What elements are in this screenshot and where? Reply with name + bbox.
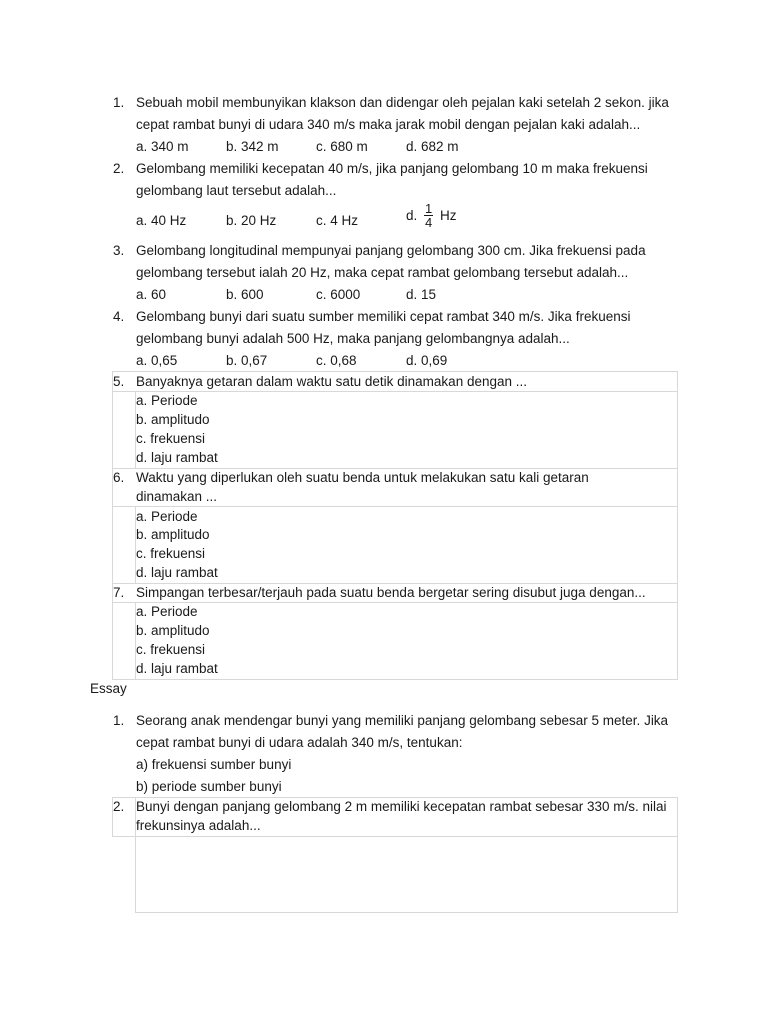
answer-option: d. 0,69	[406, 353, 448, 368]
question-text: cepat rambat bunyi di udara 340 m/s maka jarak mobil dengan pejalan kaki adalah...	[136, 117, 641, 132]
question-text: Banyaknya getaran dalam waktu satu detik dinamakan dengan ...	[136, 374, 527, 389]
fraction-unit: Hz	[440, 208, 457, 223]
answer-box[interactable]	[135, 836, 678, 913]
question-text: gelombang tersebut ialah 20 Hz, maka cepat rambat gelombang tersebut adalah...	[136, 265, 629, 280]
table-row-line	[112, 602, 678, 603]
answer-option: c. 6000	[316, 287, 361, 302]
answer-option: a. 60	[136, 287, 167, 302]
question-text: Sebuah mobil membunyikan klakson dan didengar oleh pejalan kaki setelah 2 sekon. jika	[136, 95, 669, 110]
answer-option: b. amplitudo	[136, 527, 210, 542]
fraction-numerator: 1	[425, 201, 433, 216]
essay-text: Bunyi dengan panjang gelombang 2 m memiliki kecepatan rambat sebesar 330 m/s. nilai	[136, 799, 667, 814]
question-text: Gelombang bunyi dari suatu sumber memiliki cepat rambat 340 m/s. Jika frekuensi	[136, 309, 631, 324]
answer-option: b. 0,67	[226, 353, 268, 368]
answer-option: a. Periode	[136, 604, 198, 619]
table-row-line	[112, 391, 678, 392]
table-row-line	[112, 506, 678, 507]
question-number: 5.	[113, 374, 125, 389]
answer-option: a. 340 m	[136, 139, 189, 154]
answer-option: b. amplitudo	[136, 623, 210, 638]
answer-option: c. frekuensi	[136, 431, 206, 446]
answer-option: c. 0,68	[316, 353, 357, 368]
answer-option: a. 0,65	[136, 353, 178, 368]
answer-option: d. laju rambat	[136, 565, 218, 580]
question-text: gelombang laut tersebut adalah...	[136, 183, 337, 198]
question-text: Gelombang longitudinal mempunyai panjang gelombang 300 cm. Jika frekuensi pada	[136, 243, 646, 258]
question-text: gelombang bunyi adalah 500 Hz, maka panjang gelombangnya adalah...	[136, 331, 570, 346]
answer-option: c. 680 m	[316, 139, 368, 154]
question-number: 3.	[113, 243, 125, 258]
answer-option: c. 4 Hz	[316, 213, 359, 228]
question-number: 7.	[113, 585, 125, 600]
answer-option: c. frekuensi	[136, 546, 206, 561]
essay-number: 1.	[113, 713, 125, 728]
fraction-denominator: 4	[425, 215, 433, 230]
essay-text: cepat rambat bunyi di udara adalah 340 m/s, tentukan:	[136, 735, 463, 750]
answer-option: c. frekuensi	[136, 642, 206, 657]
table-row-line	[112, 468, 678, 469]
question-text: Gelombang memiliki kecepatan 40 m/s, jika panjang gelombang 10 m maka frekuensi	[136, 161, 648, 176]
option-label: d.	[406, 208, 418, 223]
answer-option-fraction	[406, 202, 457, 229]
essay-text: a) frekuensi sumber bunyi	[136, 757, 292, 772]
answer-option: b. 342 m	[226, 139, 279, 154]
answer-option: d. laju rambat	[136, 450, 218, 465]
answer-option: a. 40 Hz	[136, 213, 187, 228]
question-text: Waktu yang diperlukan oleh suatu benda untuk melakukan satu kali getaran	[136, 470, 589, 485]
essay-text: frekunsinya adalah...	[136, 818, 261, 833]
essay-text: b) periode sumber bunyi	[136, 779, 282, 794]
answer-option: a. Periode	[136, 393, 198, 408]
answer-option: d. 15	[406, 287, 437, 302]
essay-heading: Essay	[90, 681, 127, 696]
answer-option: d. 682 m	[406, 139, 459, 154]
fraction	[424, 202, 433, 229]
answer-option: a. Periode	[136, 509, 198, 524]
question-number: 2.	[113, 161, 125, 176]
question-text: Simpangan terbesar/terjauh pada suatu benda bergetar sering disubut juga dengan...	[136, 585, 646, 600]
question-text: dinamakan ...	[136, 489, 218, 504]
answer-option: b. 600	[226, 287, 264, 302]
question-number: 4.	[113, 309, 125, 324]
answer-option: b. 20 Hz	[226, 213, 277, 228]
essay-number: 2.	[113, 799, 125, 814]
answer-option: b. amplitudo	[136, 412, 210, 427]
table-row-line	[112, 583, 678, 584]
answer-option: d. laju rambat	[136, 661, 218, 676]
question-number: 1.	[113, 95, 125, 110]
essay-text: Seorang anak mendengar bunyi yang memiliki panjang gelombang sebesar 5 meter. Jika	[136, 713, 669, 728]
question-number: 6.	[113, 470, 125, 485]
